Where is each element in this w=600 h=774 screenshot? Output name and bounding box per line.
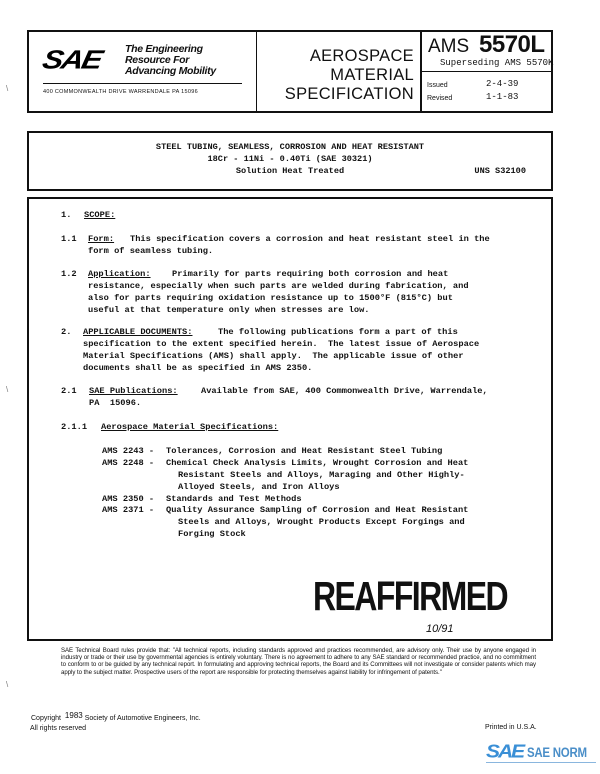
section-heading-scope: SCOPE: [84, 210, 116, 220]
scan-artifact: \ [6, 680, 9, 689]
paragraph-line: Primarily for parts requiring both corrosion and heat [172, 269, 449, 279]
superseding-note: Superseding AMS 5570K [440, 58, 554, 68]
spec-title-line-2: 18Cr - 11Ni - 0.40Ti (SAE 30321) [207, 154, 373, 164]
reference-title: Forging Stock [178, 529, 246, 539]
doc-type-line: AEROSPACE [309, 47, 414, 65]
reference-code: AMS 2243 - [102, 446, 155, 456]
tagline-line: Advancing Mobility [125, 65, 216, 77]
section-heading-form: Form: [88, 234, 115, 244]
scan-artifact: \ [6, 84, 9, 93]
paragraph-line: useful at that temperature only when stresses are low. [88, 305, 370, 315]
section-number: 2. [61, 327, 72, 337]
reference-title: Quality Assurance Sampling of Corrosion and Heat Resistant [166, 505, 469, 515]
ams-prefix: AMS [428, 36, 470, 57]
section-number: 2.1 [61, 386, 77, 396]
paragraph-line: resistance, especially when such parts are welded during fabrication, and [88, 281, 469, 291]
section-heading-sae-publications: SAE Publications: [89, 386, 178, 396]
watermark-rule [486, 762, 596, 763]
copyright-holder: Society of Automotive Engineers, Inc. [84, 715, 201, 722]
doc-type-line: SPECIFICATION [284, 85, 414, 103]
issued-label: Issued [427, 82, 448, 89]
reference-title: Chemical Check Analysis Limits, Wrought Corrosion and Heat [166, 458, 469, 468]
tagline-line: The Engineering [125, 43, 203, 55]
reference-title: Tolerances, Corrosion and Heat Resistant Steel Tubing [166, 446, 443, 456]
reference-title: Standards and Test Methods [166, 494, 302, 504]
reaffirmed-stamp: REAFFIRMED [313, 573, 508, 619]
section-heading-ams: Aerospace Material Specifications: [101, 422, 279, 432]
paragraph-line: This specification covers a corrosion and heat resistant steel in the [130, 234, 490, 244]
section-number: 1.2 [61, 269, 77, 279]
sae-address: 400 COMMONWEALTH DRIVE WARRENDALE PA 15096 [43, 89, 198, 95]
paragraph-line: specification to the extent specified herein. The latest issue of Aerospace [83, 339, 480, 349]
sae-norm-watermark [486, 740, 598, 764]
reaffirmed-date: 10/91 [426, 623, 454, 635]
paragraph-line: also for parts requiring oxidation resistance up to 1500°F (815°C) but [88, 293, 453, 303]
sae-tagline [125, 44, 216, 77]
divider [43, 83, 242, 84]
reference-title: Steels and Alloys, Wrought Products Except Forgings and [178, 517, 465, 527]
reference-code: AMS 2371 - [102, 505, 155, 515]
section-number: 2.1.1 [61, 422, 88, 432]
reference-code: AMS 2248 - [102, 458, 155, 468]
paragraph-line: Available from SAE, 400 Commonwealth Drive, Warrendale, [201, 386, 488, 396]
revised-date: 1-1-83 [486, 92, 519, 102]
spec-title-box [27, 131, 553, 191]
copyright-notice [31, 713, 201, 722]
sae-norm-logo-icon: SAE [486, 741, 524, 762]
paragraph-line: form of seamless tubing. [88, 246, 214, 256]
paragraph-line: PA 15096. [89, 398, 142, 408]
issued-date: 2-4-39 [486, 79, 519, 89]
doc-type-line: MATERIAL [330, 66, 414, 84]
reference-title: Resistant Steels and Alloys, Maraging and Other Highly- [178, 470, 465, 480]
reference-title: Alloyed Steels, and Iron Alloys [178, 482, 340, 492]
paragraph-line: documents shall be as specified in AMS 2350. [83, 363, 313, 373]
sae-logo-icon: SAE [39, 44, 104, 75]
tagline-line: Resource For [125, 54, 190, 66]
section-number: 1. [61, 210, 72, 220]
sae-norm-text: SAE NORM [527, 744, 587, 760]
uns-number: UNS S32100 [474, 166, 526, 176]
paragraph-line: The following publications form a part of this [218, 327, 458, 337]
revised-label: Revised [427, 95, 453, 102]
paragraph-line: Material Specifications (AMS) shall apply. The applicable issue of other [83, 351, 464, 361]
ams-number-block [422, 31, 554, 111]
document-header [27, 30, 553, 113]
spec-title-line-1: STEEL TUBING, SEAMLESS, CORROSION AND HEAT RESISTANT [155, 142, 425, 152]
rights-reserved: All rights reserved [30, 725, 87, 732]
reference-code: AMS 2350 - [102, 494, 155, 504]
copyright-year: 1983 [64, 711, 83, 720]
section-number: 1.1 [61, 234, 77, 244]
copyright-label: Copyright [31, 715, 61, 722]
printed-in: Printed in U.S.A. [485, 724, 537, 731]
document-type [257, 32, 422, 111]
section-heading-application: Application: [88, 269, 151, 279]
sae-logo-block [29, 32, 257, 111]
ams-number: 5570L [479, 31, 545, 58]
disclaimer-text: SAE Technical Board rules provide that: "All technical reports, including standards approved and practices recommended, are advisory only. Their use by anyone engaged in industry or trade or their use by governmental agencies is entirely voluntary. There is no agreement to adhere to any SAE standard or recommended practice, and no commitment to conform to or be guided by any technical report. In formulating and approving technical reports, the Board and its Committees will not investigate or consider patents which may apply to the subject matter. Prospective users of the report are responsible for protecting themselves against liability for infringement of patents." [61, 647, 536, 676]
spec-title-line-3: Solution Heat Treated [235, 166, 345, 176]
section-heading-applicable-documents: APPLICABLE DOCUMENTS: [83, 327, 193, 337]
scan-artifact: \ [6, 385, 9, 394]
